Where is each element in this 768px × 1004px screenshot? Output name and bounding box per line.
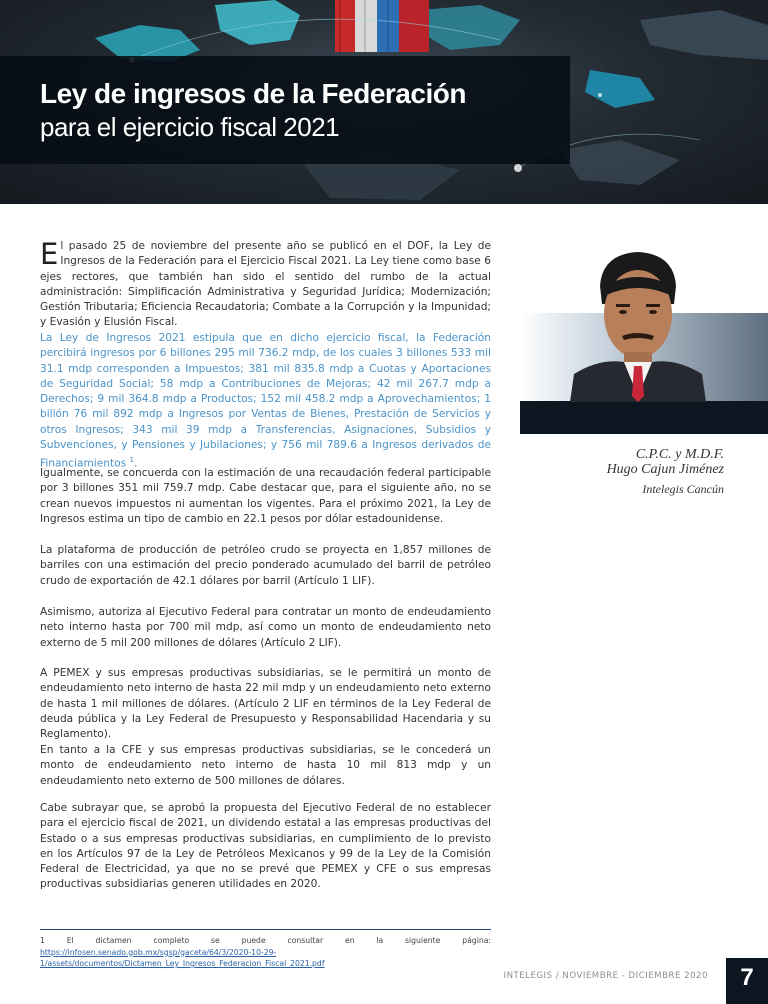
paragraph-petroleo: La plataforma de producción de petróleo crudo se proyecta en 1,857 millones de barriles con una estimación del precio ponderado acumulado del barril de petróleo crudo de exportación de 42.1 dólares por barril (Artículo 1 LIF). [40, 544, 491, 587]
paragraph-revenue-end: . [133, 457, 138, 470]
footer-publication: INTELEGIS / NOVIEMBRE - DICIEMBRE 2020 [503, 971, 708, 981]
footnote [40, 935, 491, 970]
drop-cap: E [40, 237, 59, 271]
paragraph-intro [40, 239, 491, 331]
author-photo [570, 246, 706, 402]
footnote-divider [40, 929, 491, 930]
paragraph-pemex: A PEMEX y sus empresas productivas subsidiarias, se le permitirá un monto de endeudamiento neto interno de hasta 22 mil mdp y un endeudamiento neto externo de hasta 1 mil millones de dólares. (Artículo 2 LIF en términos de la Ley Federal de deuda pública y la Ley Federal de Presupuesto y Responsabilidad Hacendaria y su Reglamento). [40, 667, 491, 741]
paragraph-endeudamiento: Asimismo, autoriza al Ejecutivo Federal para contratar un monto de endeudamiento neto interno hasta por 700 mil mdp, así como un monto de endeudamiento neto externo de 5 mil 200 millones de dólares (Artículo 2 LIF). [40, 606, 491, 649]
paragraph-revenue-breakdown [40, 331, 491, 472]
footnote-text: 1 El dictamen completo se puede consultar en la siguiente página: [40, 936, 491, 945]
page-number: 7 [726, 958, 768, 1004]
article-subtitle: para el ejercicio fiscal 2021 [40, 112, 340, 142]
paragraph-revenue-text: La Ley de Ingresos 2021 estipula que en dicho ejercicio fiscal, la Federación percibirá ingresos por 6 billones 295 mil 736.2 mdp, de los cuales 3 billones 533 mil 31.1 mdp corresponden a Impuestos; 381 mil 835.8 mdp a Cuotas y Aportaciones de Seguridad Social; 58 mdp a Contribuciones de Mejoras; 42 mil 267.7 mdp a Derechos; 9 mil 364.8 mdp a Productos; 152 mil 458.2 mdp a Aprovechamientos; 1 billón 76 mil 892 mdp a Ingresos por Ventas de Bienes, Prestación de Servicios y otros Ingresos; 343 mil 39 mdp a Transferencias, Asignaciones, Subsidios y Subvenciones, y Pensiones y Jubilaciones; y 756 mil 789.6 a Ingresos derivados de Financiamientos [40, 332, 491, 470]
article-title: Ley de ingresos de la Federación [40, 78, 466, 109]
footnote-link[interactable]: https://infosen.senado.gob.mx/sgsp/gaceta/64/3/2020-10-29-1/assets/documentos/Dictamen_Ley_Ingresos_Federacion_Fiscal_2021.pdf [40, 947, 325, 968]
paragraph-recaudacion: Igualmente, se concuerda con la estimación de una recaudación federal participable por 3 billones 351 mil 759.7 mdp. Cabe destacar que, para el siguiente año, no se crean nuevos impuestos ni aumentan los vigentes. Para el próximo 2021, la Ley de Ingresos estima un tipo de cambio en 22.1 pesos por dólar estadounidense. [40, 467, 491, 525]
author-organization: Intelegis Cancún [642, 482, 724, 496]
author-title: C.P.C. y M.D.F. [635, 447, 724, 462]
paragraph-cfe: En tanto a la CFE y sus empresas productivas subsidiarias, se le concederá un monto de endeudamiento neto interno de hasta 10 mil 813 mdp y un endeudamiento neto externo de 500 millones de dólares. [40, 744, 491, 787]
author-name: Hugo Cajun Jiménez [606, 462, 724, 477]
paragraph-intro-text: l pasado 25 de noviembre del presente año se publicó en el DOF, la Ley de Ingresos de la Federación para el Ejercicio Fiscal 2021. La Ley tiene como base 6 ejes rectores, que también han sido el sentido del rumbo de la actual administración: Simplificación Administrativa y Seguridad Jurídica; Modernización; Gestión Tributaria; Eficiencia Recaudatoria; Combate a la Corrupción y la Impunidad; y Evasión y Elusión Fiscal. [40, 240, 491, 329]
footnote-ref[interactable]: 1 [129, 456, 134, 465]
author-photo-bar [520, 401, 768, 434]
title-box [0, 56, 570, 164]
paragraph-dividendo: Cabe subrayar que, se aprobó la propuesta del Ejecutivo Federal de no establecer para el ejercicio fiscal de 2021, un dividendo estatal a las empresas productivas del Estado o a sus empresas productivas subsidiarias, en cumplimiento de lo previsto en los Artículos 97 de la Ley de Petróleos Mexicanos y 99 de la Ley de la Comisión Federal de Electricidad, ya que no se prevé que PEMEX y CFE o sus empresas productivas subsidiarias generen utilidades en 2020. [40, 802, 491, 891]
